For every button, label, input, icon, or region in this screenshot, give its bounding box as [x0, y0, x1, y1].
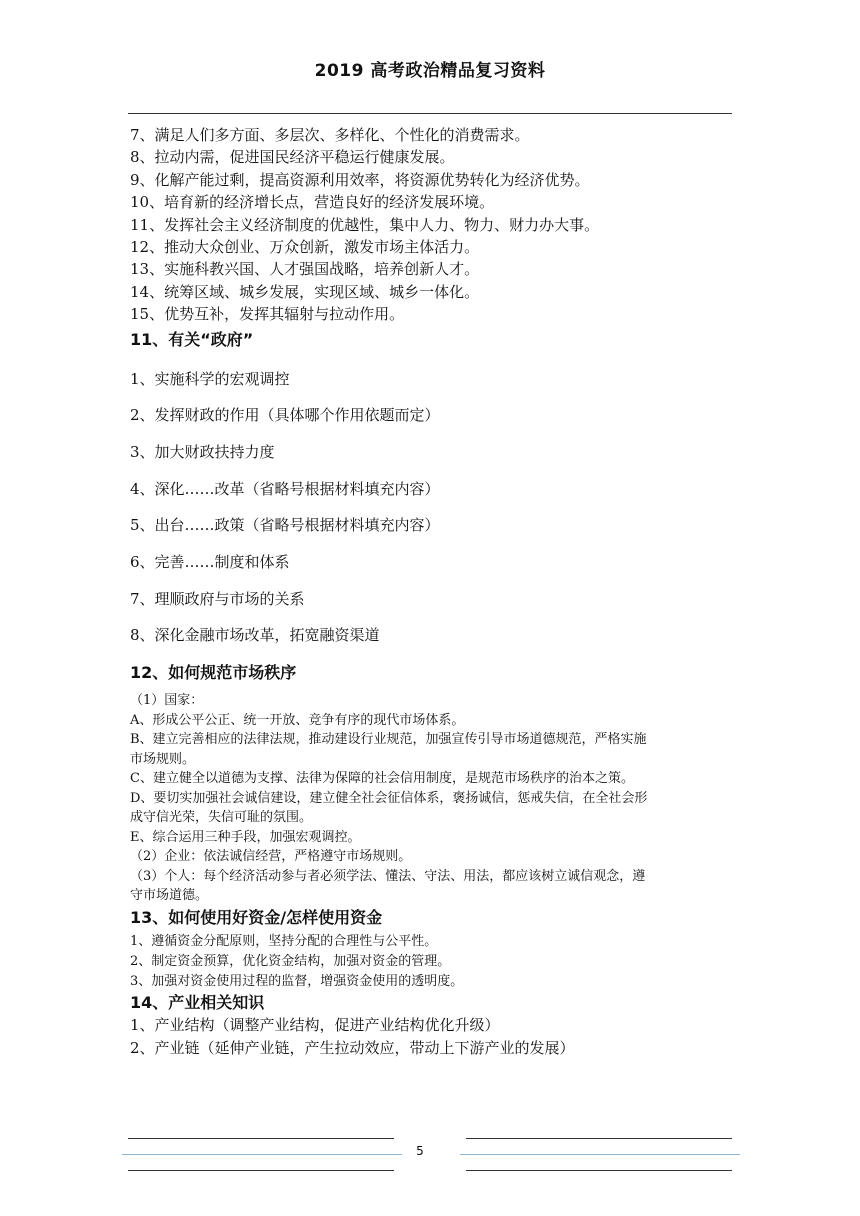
paragraph-line: （1）国家：	[130, 693, 204, 709]
footer-rule-left-bottom	[128, 1170, 394, 1171]
list-item: 5、出台……政策（省略号根据材料填充内容）	[130, 516, 440, 535]
section-heading-funds: 13、如何使用好资金/怎样使用资金	[130, 907, 383, 927]
paragraph-line: （2）企业：依法诚信经营，严格遵守市场规则。	[130, 849, 412, 865]
paragraph-line: A、形成公平公正、统一开放、竞争有序的现代市场体系。	[130, 712, 465, 728]
footer-rule-right-bottom	[466, 1170, 732, 1171]
list-item: 1、实施科学的宏观调控	[130, 369, 290, 388]
footer-rule-left-top	[128, 1138, 394, 1139]
section-heading-market-order: 12、如何规范市场秩序	[130, 663, 297, 683]
header-divider	[128, 113, 732, 114]
list-item: 1、遵循资金分配原则，坚持分配的合理性与公平性。	[130, 933, 438, 949]
paragraph-line: E、综合运用三种手段，加强宏观调控。	[130, 829, 361, 845]
government-list	[130, 369, 734, 646]
footer-rule-right-top	[466, 1138, 732, 1139]
list-item: 14、统筹区域、城乡发展，实现区域、城乡一体化。	[130, 282, 480, 301]
list-item: 2、制定资金预算，优化资金结构，加强对资金的管理。	[130, 953, 451, 969]
list-item: 4、深化……改革（省略号根据材料填充内容）	[130, 479, 440, 498]
paragraph-line: D、要切实加强社会诚信建设，建立健全社会征信体系，褒扬诚信，惩戒失信，在全社会形	[130, 790, 648, 806]
list-item: 8、深化金融市场改革，拓宽融资渠道	[130, 626, 380, 645]
list-item: 15、优势互补，发挥其辐射与拉动作用。	[130, 305, 405, 324]
list-item: 2、产业链（延伸产业链，产生拉动效应，带动上下游产业的发展）	[130, 1038, 575, 1057]
paragraph-line: B、建立完善相应的法律法规，推动建设行业规范，加强宣传引导市场道德规范，严格实施	[130, 732, 647, 748]
list-item: 1、产业结构（调整产业结构，促进产业结构优化升级）	[130, 1016, 500, 1035]
section-heading-industry: 14、产业相关知识	[130, 993, 265, 1013]
economy-list	[130, 124, 734, 326]
footer-accent-left	[122, 1154, 402, 1155]
list-item: 8、拉动内需，促进国民经济平稳运行健康发展。	[130, 148, 455, 167]
list-item: 2、发挥财政的作用（具体哪个作用依题而定）	[130, 406, 440, 425]
paragraph-line: C、建立健全以道德为支撑、法律为保障的社会信用制度，是规范市场秩序的治本之策。	[130, 771, 634, 787]
paragraph-line: （3）个人：每个经济活动参与者必须学法、懂法、守法、用法，都应该树立诚信观念，遵	[130, 868, 646, 884]
paragraph-line: 成守信光荣，失信可耻的氛围。	[130, 810, 313, 826]
page-number: 5	[416, 1144, 424, 1158]
list-item: 12、推动大众创业、万众创新，激发市场主体活力。	[130, 238, 480, 257]
funds-list	[130, 932, 734, 991]
list-item: 3、加强对资金使用过程的监督，增强资金使用的透明度。	[130, 973, 464, 989]
list-item: 7、满足人们多方面、多层次、多样化、个性化的消费需求。	[130, 126, 530, 144]
page-header-title: 2019 高考政治精品复习资料	[314, 61, 546, 81]
section-heading-government: 11、有关“政府”	[130, 329, 254, 349]
list-item: 10、培育新的经济增长点，营造良好的经济发展环境。	[130, 193, 495, 212]
list-item: 6、完善……制度和体系	[130, 553, 290, 572]
list-item: 11、发挥社会主义经济制度的优越性，集中人力、物力、财力办大事。	[130, 215, 600, 234]
list-item: 7、理顺政府与市场的关系	[130, 589, 305, 608]
footer-accent-right	[460, 1154, 740, 1155]
industry-list	[130, 1014, 734, 1059]
list-item: 9、化解产能过剩，提高资源利用效率，将资源优势转化为经济优势。	[130, 170, 590, 189]
page-content	[130, 124, 734, 1059]
list-item: 13、实施科教兴国、人才强国战略，培养创新人才。	[130, 260, 480, 279]
list-item: 3、加大财政扶持力度	[130, 443, 275, 462]
market-order-list	[130, 691, 734, 906]
paragraph-line: 守市场道德。	[130, 888, 209, 904]
paragraph-line: 市场规则。	[130, 751, 196, 767]
